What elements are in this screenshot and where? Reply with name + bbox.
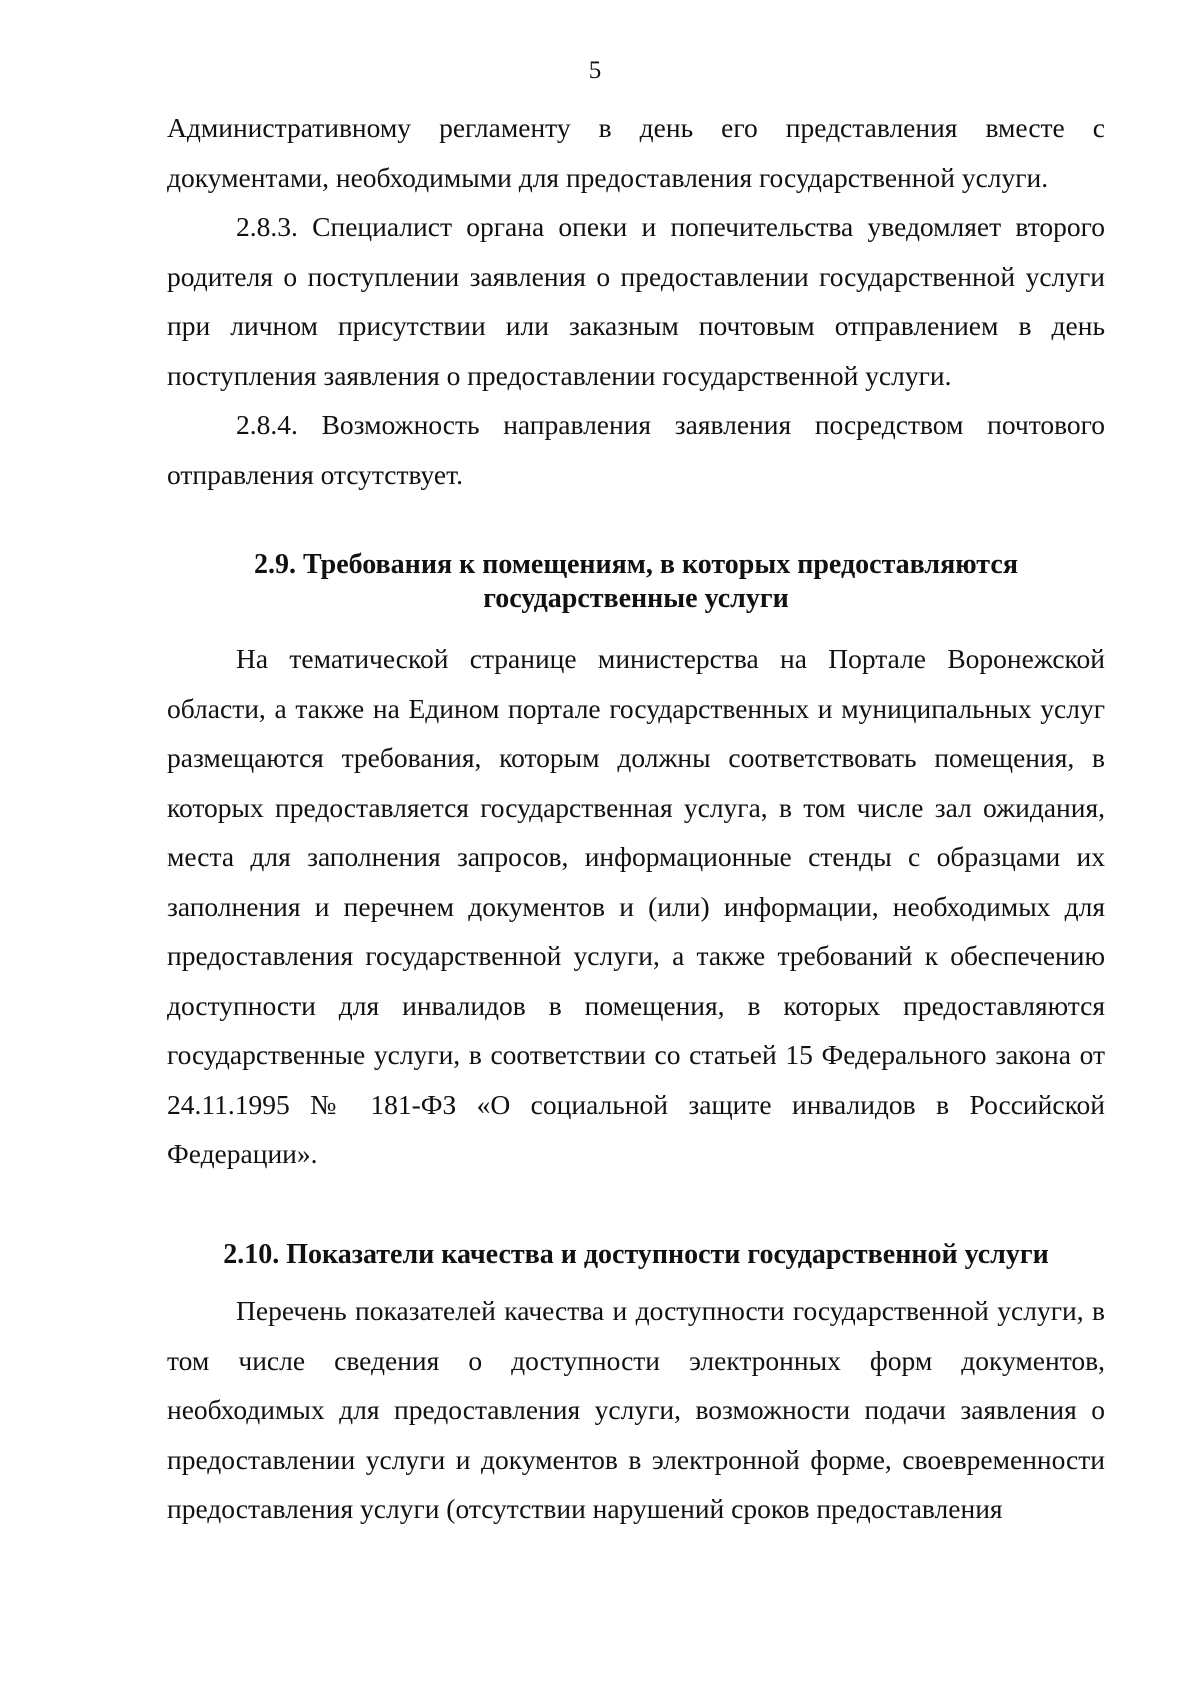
section-2-9-body: На тематической странице министерства на Портале Воронежской области, а также на Едином портале государственных и муниципальных услуг размещаются требования, которым должны соответствовать помещения, в которых предоставляется государственная услуга, в том числе зал ожидания, места для заполнения запросов, информационные стенды с образцами их заполнения и перечнем документов и (или) информации, необходимых для предоставления государственной услуги, а также требований к обеспечению доступности для инвалидов в помещения, в которых предоставляются государственные услуги, в соответствии со статьей 15 Федерального закона от 24.11.1995 № 181-ФЗ «О социальной защите инвалидов в Российской Федерации».: [167, 643, 1105, 1169]
section-2-9: [167, 548, 1105, 1179]
continuation-paragraph: Административному регламенту в день его представления вместе с документами, необходимыми для предоставления государственной услуги.: [167, 112, 1105, 193]
page-number: 5: [588, 57, 602, 84]
section-2-10-heading: 2.10. Показатели качества и доступности государственной услуги: [223, 1239, 1049, 1270]
section-2-9-heading-line1: 2.9. Требования к помещениям, в которых предоставляются: [254, 549, 1018, 580]
paragraph-2-8-3: 2.8.3. Специалист органа опеки и попечительства уведомляет второго родителя о поступлении заявления о предоставлении государственной услуги при личном присутствии или заказным почтовым отправлением в день поступления заявления о предоставлении государственной услуги.: [167, 211, 1105, 391]
section-2-8-text: [167, 103, 1105, 499]
section-2-9-heading: [167, 548, 1105, 616]
section-2-10: [167, 1238, 1105, 1534]
paragraph-2-8-4: 2.8.4. Возможность направления заявления посредством почтового отправления отсутствует.: [167, 409, 1105, 490]
section-2-9-heading-line2: государственные услуги: [483, 583, 789, 614]
section-2-10-body: Перечень показателей качества и доступности государственной услуги, в том числе сведения о доступности электронных форм документов, необходимых для предоставления услуги, возможности подачи заявления о предоставлении услуги и документов в электронной форме, своевременности предоставления услуги (отсутствии нарушений сроков предоставления: [167, 1295, 1105, 1524]
